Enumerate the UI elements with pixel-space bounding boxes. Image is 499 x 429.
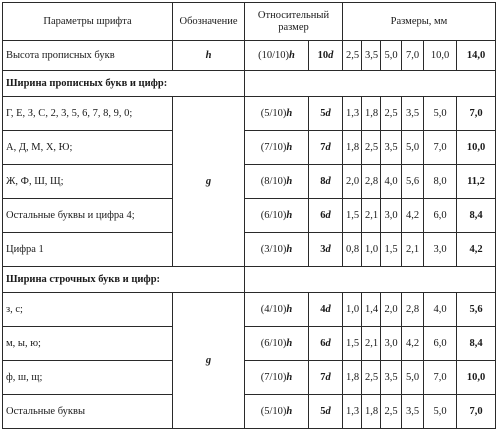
size-cell: 6,0 [424,199,457,233]
param-cell: Цифра 1 [3,233,173,267]
section-spacer [245,267,496,293]
size-cell: 1,8 [362,395,381,429]
size-cell: 8,4 [457,199,496,233]
size-cell: 3,5 [381,361,402,395]
relative-fraction-cell: (7/10)h [245,131,309,165]
size-cell: 7,0 [457,97,496,131]
section-header-row [3,267,496,293]
size-cell: 1,8 [362,97,381,131]
size-cell: 2,0 [381,293,402,327]
size-cell: 3,0 [381,199,402,233]
font-parameters-table [2,2,496,429]
size-cell: 5,0 [402,131,424,165]
size-cell: 5,0 [424,97,457,131]
size-cell: 3,5 [402,97,424,131]
relative-d-cell: 5d [309,395,343,429]
header-relative: Относительный размер [245,3,343,41]
size-cell: 3,5 [362,41,381,71]
table-row [3,97,496,131]
size-cell: 4,0 [381,165,402,199]
relative-fraction-cell: (8/10)h [245,165,309,199]
size-cell: 1,3 [343,395,362,429]
size-cell: 10,0 [457,361,496,395]
size-cell: 1,5 [343,199,362,233]
size-cell: 1,5 [343,327,362,361]
symbol-cell: g [173,97,245,267]
size-cell: 5,6 [402,165,424,199]
relative-d-cell: 7d [309,131,343,165]
section-title: Ширина строчных букв и цифр: [3,267,245,293]
table-row [3,165,496,199]
table-row [3,233,496,267]
size-cell: 1,8 [343,131,362,165]
param-cell: Ж, Ф, Ш, Щ; [3,165,173,199]
size-cell: 1,5 [381,233,402,267]
section-spacer [245,71,496,97]
size-cell: 3,0 [424,233,457,267]
relative-d-cell: 7d [309,361,343,395]
size-cell: 3,5 [381,131,402,165]
size-cell: 1,0 [362,233,381,267]
relative-fraction-cell: (4/10)h [245,293,309,327]
param-cell: Остальные буквы [3,395,173,429]
size-cell: 2,1 [402,233,424,267]
size-cell: 2,1 [362,199,381,233]
relative-fraction-cell: (3/10)h [245,233,309,267]
relative-d-cell: 6d [309,199,343,233]
relative-fraction-cell: (7/10)h [245,361,309,395]
size-cell: 2,1 [362,327,381,361]
param-cell: м, ы, ю; [3,327,173,361]
size-cell: 3,5 [402,395,424,429]
header-symbol: Обозначение [173,3,245,41]
size-cell: 6,0 [424,327,457,361]
param-cell: Высота прописных букв [3,41,173,71]
size-cell: 2,5 [381,97,402,131]
section-title: Ширина прописных букв и цифр: [3,71,245,97]
header-param: Параметры шрифта [3,3,173,41]
relative-fraction-cell: (10/10)h [245,41,309,71]
table-row [3,293,496,327]
size-cell: 2,8 [362,165,381,199]
size-cell: 4,2 [402,327,424,361]
size-cell: 3,0 [381,327,402,361]
table-row [3,131,496,165]
relative-d-cell: 6d [309,327,343,361]
relative-d-cell: 8d [309,165,343,199]
size-cell: 8,0 [424,165,457,199]
table-row-cap-height [3,41,496,71]
relative-d-cell: 4d [309,293,343,327]
size-cell: 7,0 [402,41,424,71]
table-body [3,41,496,429]
size-cell: 5,0 [424,395,457,429]
table-row [3,361,496,395]
param-cell: А, Д, М, Х, Ю; [3,131,173,165]
font-parameters-table-frame [2,2,495,429]
relative-d-cell: 5d [309,97,343,131]
size-cell: 0,8 [343,233,362,267]
size-cell: 1,3 [343,97,362,131]
size-cell: 2,8 [402,293,424,327]
relative-fraction-cell: (5/10)h [245,97,309,131]
param-cell: Остальные буквы и цифра 4; [3,199,173,233]
table-row [3,199,496,233]
param-cell: з, с; [3,293,173,327]
symbol-cell: h [173,41,245,71]
size-cell: 8,4 [457,327,496,361]
size-cell: 1,4 [362,293,381,327]
size-cell: 2,5 [362,361,381,395]
size-cell: 14,0 [457,41,496,71]
size-cell: 10,0 [424,41,457,71]
size-cell: 4,0 [424,293,457,327]
relative-d-cell: 3d [309,233,343,267]
size-cell: 7,0 [457,395,496,429]
table-row [3,327,496,361]
header-row [3,3,496,41]
size-cell: 2,0 [343,165,362,199]
param-cell: ф, ш, щ; [3,361,173,395]
relative-fraction-cell: (5/10)h [245,395,309,429]
param-cell: Г, Е, З, С, 2, 3, 5, 6, 7, 8, 9, 0; [3,97,173,131]
size-cell: 5,0 [381,41,402,71]
size-cell: 11,2 [457,165,496,199]
size-cell: 4,2 [457,233,496,267]
symbol-cell: g [173,293,245,429]
header-sizes: Размеры, мм [343,3,496,41]
size-cell: 2,5 [362,131,381,165]
size-cell: 5,6 [457,293,496,327]
size-cell: 5,0 [402,361,424,395]
table-row [3,395,496,429]
size-cell: 1,8 [343,361,362,395]
size-cell: 10,0 [457,131,496,165]
section-header-row [3,71,496,97]
relative-fraction-cell: (6/10)h [245,327,309,361]
size-cell: 7,0 [424,361,457,395]
size-cell: 2,5 [343,41,362,71]
size-cell: 4,2 [402,199,424,233]
size-cell: 7,0 [424,131,457,165]
relative-fraction-cell: (6/10)h [245,199,309,233]
size-cell: 1,0 [343,293,362,327]
relative-d-cell: 10d [309,41,343,71]
size-cell: 2,5 [381,395,402,429]
